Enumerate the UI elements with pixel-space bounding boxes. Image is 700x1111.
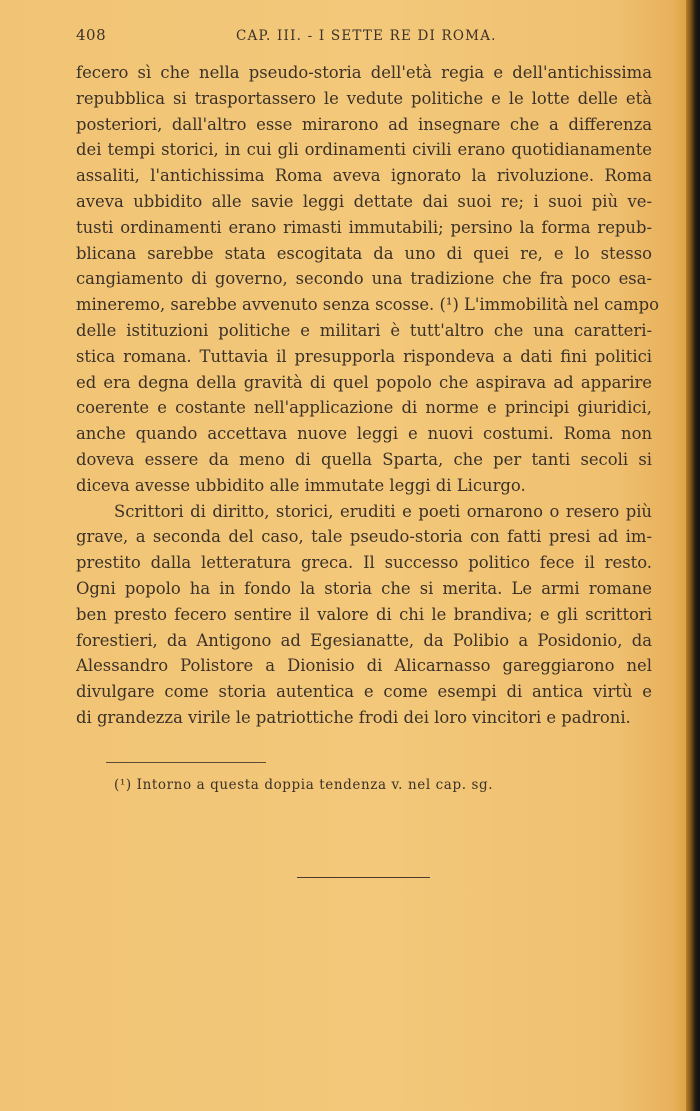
text-line: repubblica si trasportassero le vedute politiche e le lotte delle età <box>76 88 652 108</box>
text-line: fecero sì che nella pseudo-storia dell'età regia e dell'antichissima <box>76 63 652 82</box>
text-line: dei tempi storici, in cui gli ordinamenti civili erano quotidianamente <box>76 140 652 160</box>
text-line: tusti ordinamenti erano rimasti immutabili; persino la forma repub- <box>76 217 652 237</box>
running-title: CAP. III. - I SETTE RE DI ROMA. <box>236 28 497 44</box>
text-line: forestieri, da Antigono ad Egesianatte, da Polibio a Posidonio, da <box>76 630 652 650</box>
text-line: blicana sarebbe stata escogitata da uno di quei re, e lo stesso <box>76 243 652 263</box>
footnote-divider <box>106 762 266 763</box>
page-edge <box>686 0 700 1111</box>
text-line: divulgare come storia autentica e come esempi di antica virtù e <box>76 682 652 702</box>
text-line: coerente e costante nell'applicazione di norme e principi giuridici, <box>76 398 652 418</box>
text-line: assaliti, l'antichissima Roma aveva ignorato la rivoluzione. Roma <box>76 166 652 186</box>
text-line: Alessandro Polistore a Dionisio di Alicarnasso gareggiarono nel <box>76 656 652 676</box>
text-line: Ogni popolo ha in fondo la storia che si merita. Le armi romane <box>76 578 652 598</box>
page-header <box>76 26 652 50</box>
text-line: posteriori, dall'altro esse mirarono ad insegnare che a differenza <box>76 114 652 134</box>
text-line: doveva essere da meno di quella Sparta, che per tanti secoli si <box>76 449 652 469</box>
text-line: stica romana. Tuttavia il presupporla rispondeva a dati fini politici <box>76 346 652 366</box>
text-line: prestito dalla letteratura greca. Il successo politico fece il resto. <box>76 553 652 573</box>
text-line: mineremo, sarebbe avvenuto senza scosse. (¹) L'immobilità nel campo <box>76 295 659 315</box>
text-line: ben presto fecero sentire il valore di chi le brandiva; e gli scrittori <box>76 604 652 624</box>
text-line: cangiamento di governo, secondo una tradizione che fra poco esa- <box>76 269 652 289</box>
text-line: di grandezza virile le patriottiche frodi dei loro vincitori e padroni. <box>76 707 631 727</box>
text-line: ed era degna della gravità di quel popolo che aspirava ad apparire <box>76 372 652 392</box>
body-text <box>76 60 659 731</box>
footnote: (¹) Intorno a questa doppia tendenza v. nel cap. sg. <box>114 777 494 793</box>
text-line: Scrittori di diritto, storici, eruditi e poeti ornarono o resero più <box>114 501 652 521</box>
text-line: anche quando accettava nuove leggi e nuovi costumi. Roma non <box>76 424 652 444</box>
text-line: delle istituzioni politiche e militari è tutt'altro che una caratteri- <box>76 320 652 340</box>
end-of-page-rule <box>297 877 430 878</box>
text-line: diceva avesse ubbidito alle immutate leggi di Licurgo. <box>76 475 526 495</box>
page-number: 408 <box>76 26 107 44</box>
text-line: aveva ubbidito alle savie leggi dettate dai suoi re; i suoi più ve- <box>76 191 652 211</box>
text-line: grave, a seconda del caso, tale pseudo-storia con fatti presi ad im- <box>76 527 652 547</box>
